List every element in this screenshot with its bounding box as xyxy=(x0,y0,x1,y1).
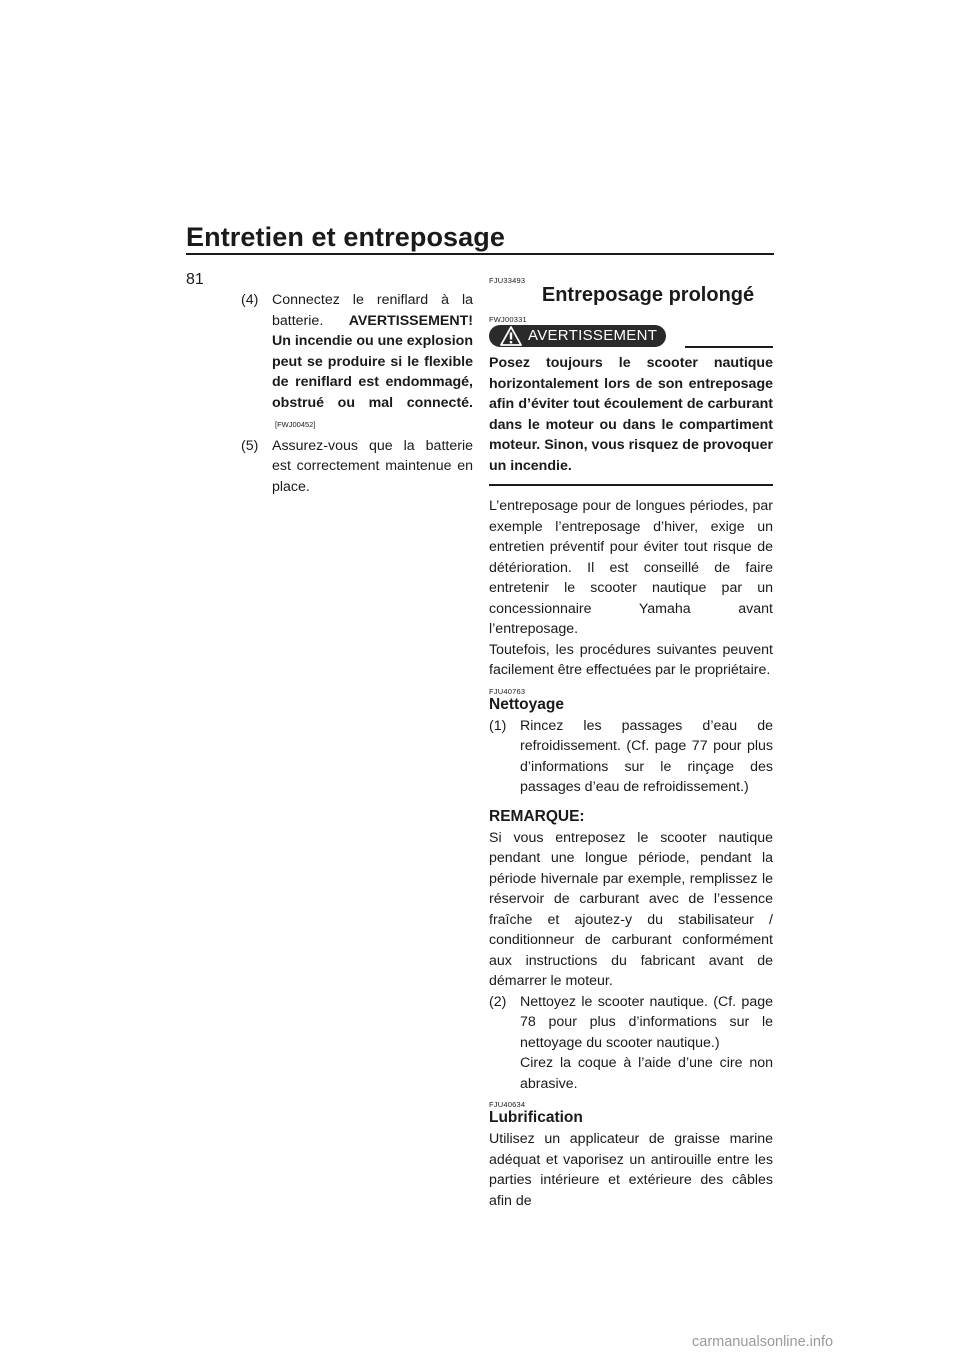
item-number: (4) xyxy=(241,292,259,308)
page-title: Entretien et entreposage xyxy=(186,222,505,252)
list-item xyxy=(489,716,773,798)
warning-text: Posez toujours le scooter nautique horizontalement lors de son entreposage afin d’éviter tout écoulement de carburant dans le moteur ou dans le compartiment moteur. Sinon, vous risquez de provoquer un incendie. xyxy=(489,355,773,474)
list-item xyxy=(489,992,773,1054)
warning-ref-code: [FWJ00452] xyxy=(275,420,316,429)
section-code: FJU33493 xyxy=(489,276,526,285)
item-text: Rincez les passages d’eau de refroidissement. (Cf. page 77 pour plus d’informations sur le rinçage des passages d’eau de refroidissement.) xyxy=(520,717,773,795)
item-number: (1) xyxy=(489,717,507,734)
header-divider xyxy=(186,253,774,255)
left-column xyxy=(241,290,473,497)
subsection-title: Nettoyage xyxy=(489,695,564,713)
item-number: (2) xyxy=(489,993,507,1010)
subsection-code: FJU40763 xyxy=(489,686,526,696)
warning-header xyxy=(489,325,773,347)
item-text: Nettoyez le scooter nautique. (Cf. page 78 pour plus d’informations sur le nettoyage du scooter nautique.) xyxy=(520,993,773,1051)
list-item xyxy=(241,436,473,498)
item-text: Assurez-vous que la batterie est correctement maintenue en place. xyxy=(272,437,473,495)
warning-code: FWJ00331 xyxy=(489,315,527,324)
page-number: 81 xyxy=(186,271,204,288)
warning-badge xyxy=(489,325,666,347)
warning-rule xyxy=(685,346,773,348)
intro-paragraph: L’entreposage pour de longues périodes, par exemple l’entreposage d’hiver, exige un entretien préventif pour éviter tout risque de détérioration. Il est conseillé de faire entretenir le scooter nautique par un concessionnaire Yamaha avant l’entreposage. xyxy=(489,498,773,637)
item-continuation: Cirez la coque à l’aide d’une cire non abrasive. xyxy=(520,1055,773,1092)
lubrification-text: Utilisez un applicateur de graisse marine adéquat et vaporisez un antirouille entre les parties intérieure et extérieure des câbles afin de xyxy=(489,1131,773,1209)
warning-triangle-icon xyxy=(500,326,522,346)
warning-bottom-divider xyxy=(489,484,773,486)
item-number: (5) xyxy=(241,437,259,454)
remark-text: Si vous entreposez le scooter nautique pendant une longue période, pendant la période hivernale par exemple, remplissez le réservoir de carburant avec de l’essence fraîche et ajoutez-y du stabilisateur / conditionneur de carburant conformément aux instructions du fabricant avant de démarrer le moteur. xyxy=(489,829,773,989)
right-column xyxy=(489,276,773,1211)
list-item xyxy=(241,290,473,436)
item-warning: AVERTISSEMENT! Un incendie ou une explosion peut se produire si le flexible de reniflard est endommagé, obstrué ou mal connecté. xyxy=(272,312,474,411)
section-title: Entreposage prolongé xyxy=(541,284,755,306)
item-text: Connectez le reniflard à la batterie. xyxy=(272,292,473,329)
intro-paragraph: Toutefois, les procédures suivantes peuvent facilement être effectuées par le propriétaire. xyxy=(489,641,773,678)
subsection-code: FJU40634 xyxy=(489,1100,526,1109)
watermark: carmanualsonline.info xyxy=(692,1334,834,1350)
remark-title: REMARQUE: xyxy=(489,807,585,825)
warning-label: AVERTISSEMENT xyxy=(528,326,658,344)
subsection-title: Lubrification xyxy=(489,1109,583,1126)
